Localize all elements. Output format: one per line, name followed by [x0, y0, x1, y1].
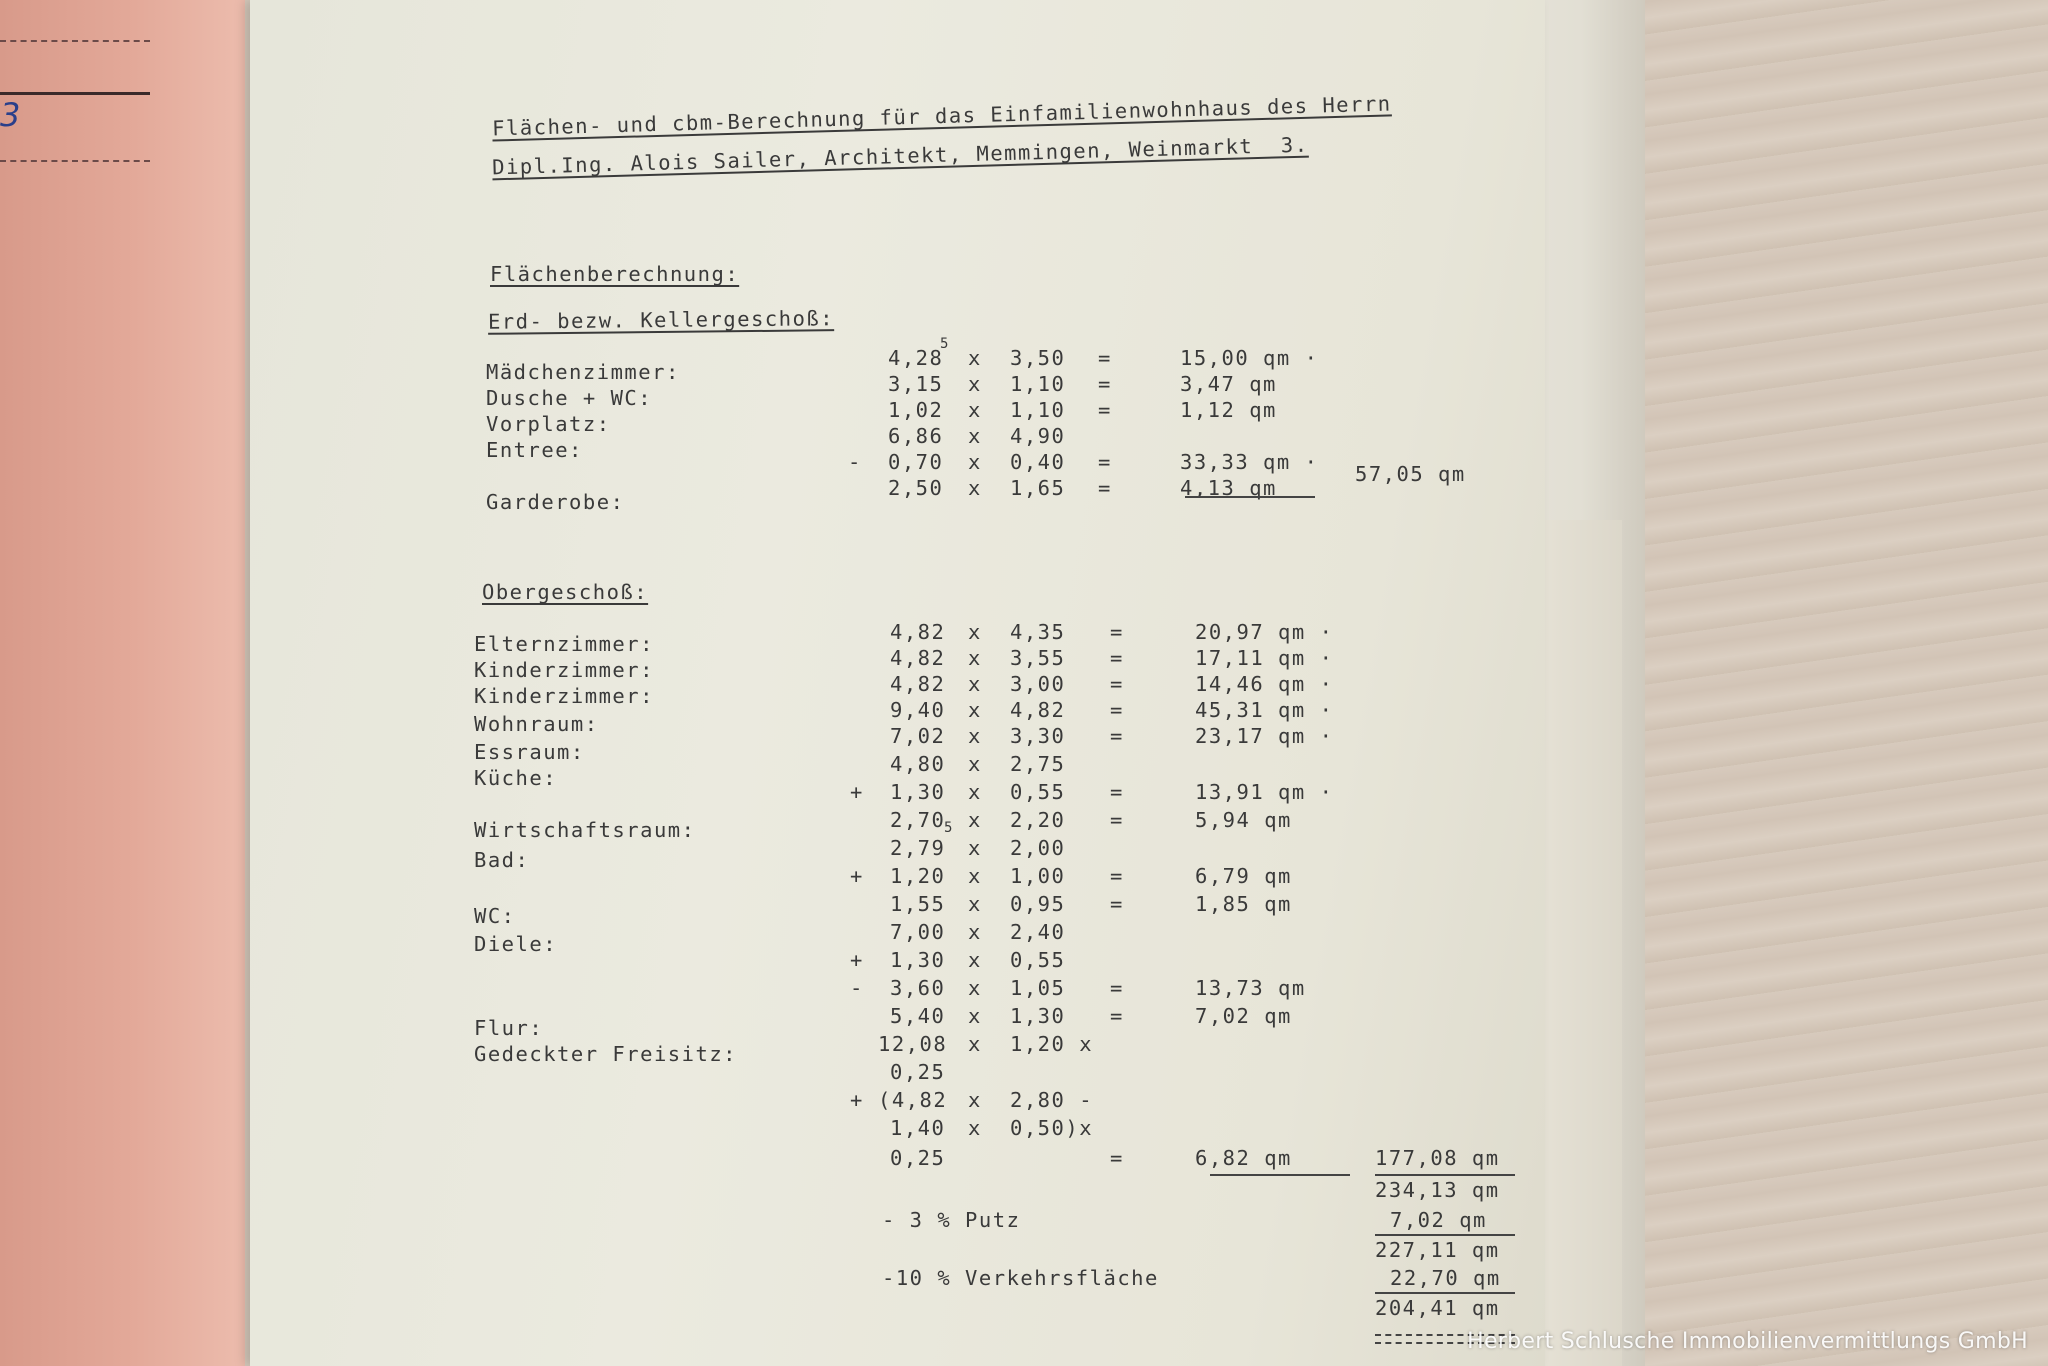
calc-equals: =	[1110, 892, 1124, 916]
superscript-5: 5	[944, 820, 954, 836]
erdgeschoss-room-label: Entree:	[486, 438, 583, 462]
calc-factor-a: 3,60	[890, 976, 946, 1000]
calc-multiply-sign: x	[968, 976, 982, 1000]
calc-factor-a: 2,50	[888, 476, 944, 500]
calc-equals: =	[1110, 1146, 1124, 1170]
verkehr-underline	[1375, 1292, 1515, 1294]
calc-equals: =	[1110, 864, 1124, 888]
folder-solid-line	[0, 92, 150, 95]
calc-factor-b: 0,95	[1010, 892, 1066, 916]
calc-operator: +	[850, 780, 864, 804]
calc-factor-b: 4,82	[1010, 698, 1066, 722]
subtotal-underline	[1375, 1174, 1515, 1176]
document-title-line-1: Flächen- und cbm-Berechnung für das Einfamilienwohnhaus des Herrn	[491, 91, 1392, 141]
calc-multiply-sign: x	[968, 920, 982, 944]
calc-factor-a: 1,02	[888, 398, 944, 422]
calc-multiply-sign: x	[968, 620, 982, 644]
calc-factor-b: 2,00	[1010, 836, 1066, 860]
calc-equals: =	[1110, 724, 1124, 748]
calc-factor-b: 1,00	[1010, 864, 1066, 888]
calc-factor-a: 7,02	[890, 724, 946, 748]
sum-total: 234,13 qm	[1375, 1178, 1500, 1202]
calc-factor-b: 1,20 x	[1010, 1032, 1094, 1056]
calc-factor-b: 1,05	[1010, 976, 1066, 1000]
calc-equals: =	[1110, 646, 1124, 670]
calc-multiply-sign: x	[968, 1088, 982, 1112]
verkehrsflaeche-label: -10 % Verkehrsfläche	[882, 1266, 1159, 1290]
erdgeschoss-room-label: Vorplatz:	[486, 412, 611, 436]
calc-factor-a: 3,15	[888, 372, 944, 396]
calc-superscript: 5	[940, 336, 950, 352]
calc-multiply-sign: x	[968, 698, 982, 722]
calc-equals: =	[1110, 1004, 1124, 1028]
calc-multiply-sign: x	[968, 372, 982, 396]
calc-area: 1,85 qm	[1195, 892, 1292, 916]
calc-equals: =	[1110, 672, 1124, 696]
calc-equals: =	[1098, 450, 1112, 474]
calc-factor-a: 1,55	[890, 892, 946, 916]
calc-factor-a: 2,70	[890, 808, 946, 832]
calc-multiply-sign: x	[968, 836, 982, 860]
calc-multiply-sign: x	[968, 752, 982, 776]
calc-factor-b: 3,30	[1010, 724, 1066, 748]
section-title: Flächenberechnung:	[490, 262, 740, 286]
calc-multiply-sign: x	[968, 1116, 982, 1140]
calc-factor-a: 5,40	[890, 1004, 946, 1028]
calc-factor-a: 1,30	[890, 780, 946, 804]
calc-factor-b: 3,55	[1010, 646, 1066, 670]
calc-area: 13,73 qm	[1195, 976, 1306, 1000]
document-title-line-2: Dipl.Ing. Alois Sailer, Architekt, Memmingen, Weinmarkt 3.	[491, 132, 1309, 180]
calc-multiply-sign: x	[968, 346, 982, 370]
calc-multiply-sign: x	[968, 476, 982, 500]
calc-area: 23,17 qm ·	[1195, 724, 1334, 748]
obergeschoss-room-label: Wohnraum:	[474, 712, 599, 736]
calc-multiply-sign: x	[968, 1004, 982, 1028]
calc-factor-a: 4,28	[888, 346, 944, 370]
typed-document	[250, 0, 1545, 1366]
erdgeschoss-room-label: Dusche + WC:	[486, 386, 653, 410]
calc-equals: =	[1098, 346, 1112, 370]
folder-handwritten-mark: 3	[0, 96, 21, 134]
calc-factor-a: 6,86	[888, 424, 944, 448]
pink-folder	[0, 0, 245, 1366]
calc-area: 6,82 qm	[1195, 1146, 1292, 1170]
calc-factor-a: 4,82	[890, 672, 946, 696]
calc-factor-b: 3,00	[1010, 672, 1066, 696]
calc-factor-b: 0,50)x	[1010, 1116, 1094, 1140]
calc-equals: =	[1110, 620, 1124, 644]
calc-area: 14,46 qm ·	[1195, 672, 1334, 696]
obergeschoss-room-label: Elternzimmer:	[474, 632, 654, 656]
calc-factor-a: 1,40	[890, 1116, 946, 1140]
calc-area: 20,97 qm ·	[1195, 620, 1334, 644]
calc-factor-a: (4,82	[878, 1088, 948, 1112]
calc-equals: =	[1110, 780, 1124, 804]
calc-equals: =	[1110, 976, 1124, 1000]
verkehrsflaeche-value: 22,70 qm	[1390, 1266, 1501, 1290]
calc-factor-b: 4,35	[1010, 620, 1066, 644]
calc-area: 17,11 qm ·	[1195, 646, 1334, 670]
after-putz-total: 227,11 qm	[1375, 1238, 1500, 1262]
calc-factor-a: 1,30	[890, 948, 946, 972]
calc-factor-a: 0,25	[890, 1146, 946, 1170]
calc-area: 15,00 qm ·	[1180, 346, 1319, 370]
obergeschoss-room-label: Kinderzimmer:	[474, 684, 654, 708]
calc-area: 45,31 qm ·	[1195, 698, 1334, 722]
putz-underline	[1375, 1234, 1515, 1236]
calc-factor-b: 1,30	[1010, 1004, 1066, 1028]
calc-area: 13,91 qm ·	[1195, 780, 1334, 804]
folder-dashed-line	[0, 40, 150, 42]
calc-factor-a: 4,80	[890, 752, 946, 776]
erdgeschoss-room-label: Mädchenzimmer:	[486, 360, 680, 384]
calc-multiply-sign: x	[968, 646, 982, 670]
calc-multiply-sign: x	[968, 424, 982, 448]
obergeschoss-room-label: Gedeckter Freisitz:	[474, 1042, 737, 1066]
calc-operator: +	[850, 948, 864, 972]
obergeschoss-room-label: Diele:	[474, 932, 558, 956]
calc-equals: =	[1098, 398, 1112, 422]
calc-factor-b: 3,50	[1010, 346, 1066, 370]
obergeschoss-title: Obergeschoß:	[482, 580, 649, 604]
putz-label: - 3 % Putz	[882, 1208, 1021, 1232]
calc-multiply-sign: x	[968, 948, 982, 972]
erdgeschoss-total: 57,05 qm	[1355, 462, 1466, 486]
calc-multiply-sign: x	[968, 450, 982, 474]
calc-area: 1,12 qm	[1180, 398, 1277, 422]
calc-area: 33,33 qm ·	[1180, 450, 1319, 474]
calc-multiply-sign: x	[968, 672, 982, 696]
obergeschoss-room-label: Essraum:	[474, 740, 585, 764]
calc-factor-b: 2,20	[1010, 808, 1066, 832]
calc-area: 7,02 qm	[1195, 1004, 1292, 1028]
folder-dashed-line	[0, 160, 150, 162]
calc-factor-b: 1,65	[1010, 476, 1066, 500]
calc-operator: +	[850, 864, 864, 888]
document-page	[250, 0, 1545, 1366]
calc-factor-a: 0,25	[890, 1060, 946, 1084]
calc-factor-a: 2,79	[890, 836, 946, 860]
calc-factor-a: 0,70	[888, 450, 944, 474]
obergeschoss-room-label: Flur:	[474, 1016, 544, 1040]
calc-factor-a: 12,08	[878, 1032, 948, 1056]
obergeschoss-room-label: WC:	[474, 904, 516, 928]
calc-equals: =	[1098, 372, 1112, 396]
calc-factor-b: 2,40	[1010, 920, 1066, 944]
calc-operator: +	[850, 1088, 864, 1112]
calc-factor-b: 2,80 -	[1010, 1088, 1094, 1112]
erdgeschoss-underline	[1185, 496, 1315, 498]
calc-multiply-sign: x	[968, 864, 982, 888]
calc-operator: -	[848, 450, 862, 474]
watermark: Herbert Schlusche Immobilienvermittlungs GmbH	[1467, 1329, 2028, 1354]
calc-multiply-sign: x	[968, 398, 982, 422]
calc-equals: =	[1098, 476, 1112, 500]
calc-operator: -	[850, 976, 864, 1000]
calc-factor-a: 4,82	[890, 620, 946, 644]
calc-factor-a: 7,00	[890, 920, 946, 944]
calc-equals: =	[1110, 698, 1124, 722]
result-total: 204,41 qm	[1375, 1296, 1500, 1320]
calc-factor-b: 0,55	[1010, 948, 1066, 972]
calc-factor-b: 4,90	[1010, 424, 1066, 448]
calc-multiply-sign: x	[968, 808, 982, 832]
erdgeschoss-room-label: Garderobe:	[486, 490, 625, 514]
calc-multiply-sign: x	[968, 1032, 982, 1056]
erdgeschoss-title: Erd- bezw. Kellergeschoß:	[487, 306, 835, 334]
calc-factor-b: 0,55	[1010, 780, 1066, 804]
putz-value: 7,02 qm	[1390, 1208, 1487, 1232]
calc-equals: =	[1110, 808, 1124, 832]
calc-factor-b: 2,75	[1010, 752, 1066, 776]
calc-multiply-sign: x	[968, 892, 982, 916]
calc-factor-b: 1,10	[1010, 398, 1066, 422]
calc-area: 4,13 qm	[1180, 476, 1277, 500]
obergeschoss-subtotal: 177,08 qm	[1375, 1146, 1500, 1170]
calc-factor-a: 9,40	[890, 698, 946, 722]
obergeschoss-room-label: Küche:	[474, 766, 558, 790]
calc-multiply-sign: x	[968, 780, 982, 804]
calc-factor-a: 4,82	[890, 646, 946, 670]
calc-factor-b: 0,40	[1010, 450, 1066, 474]
calc-multiply-sign: x	[968, 724, 982, 748]
obergeschoss-room-label: Wirtschaftsraum:	[474, 818, 696, 842]
obergeschoss-room-label: Bad:	[474, 848, 530, 872]
calc-area: 3,47 qm	[1180, 372, 1277, 396]
freisitz-underline	[1210, 1174, 1350, 1176]
obergeschoss-room-label: Kinderzimmer:	[474, 658, 654, 682]
calc-factor-b: 1,10	[1010, 372, 1066, 396]
calc-area: 5,94 qm	[1195, 808, 1292, 832]
calc-area: 6,79 qm	[1195, 864, 1292, 888]
calc-factor-a: 1,20	[890, 864, 946, 888]
